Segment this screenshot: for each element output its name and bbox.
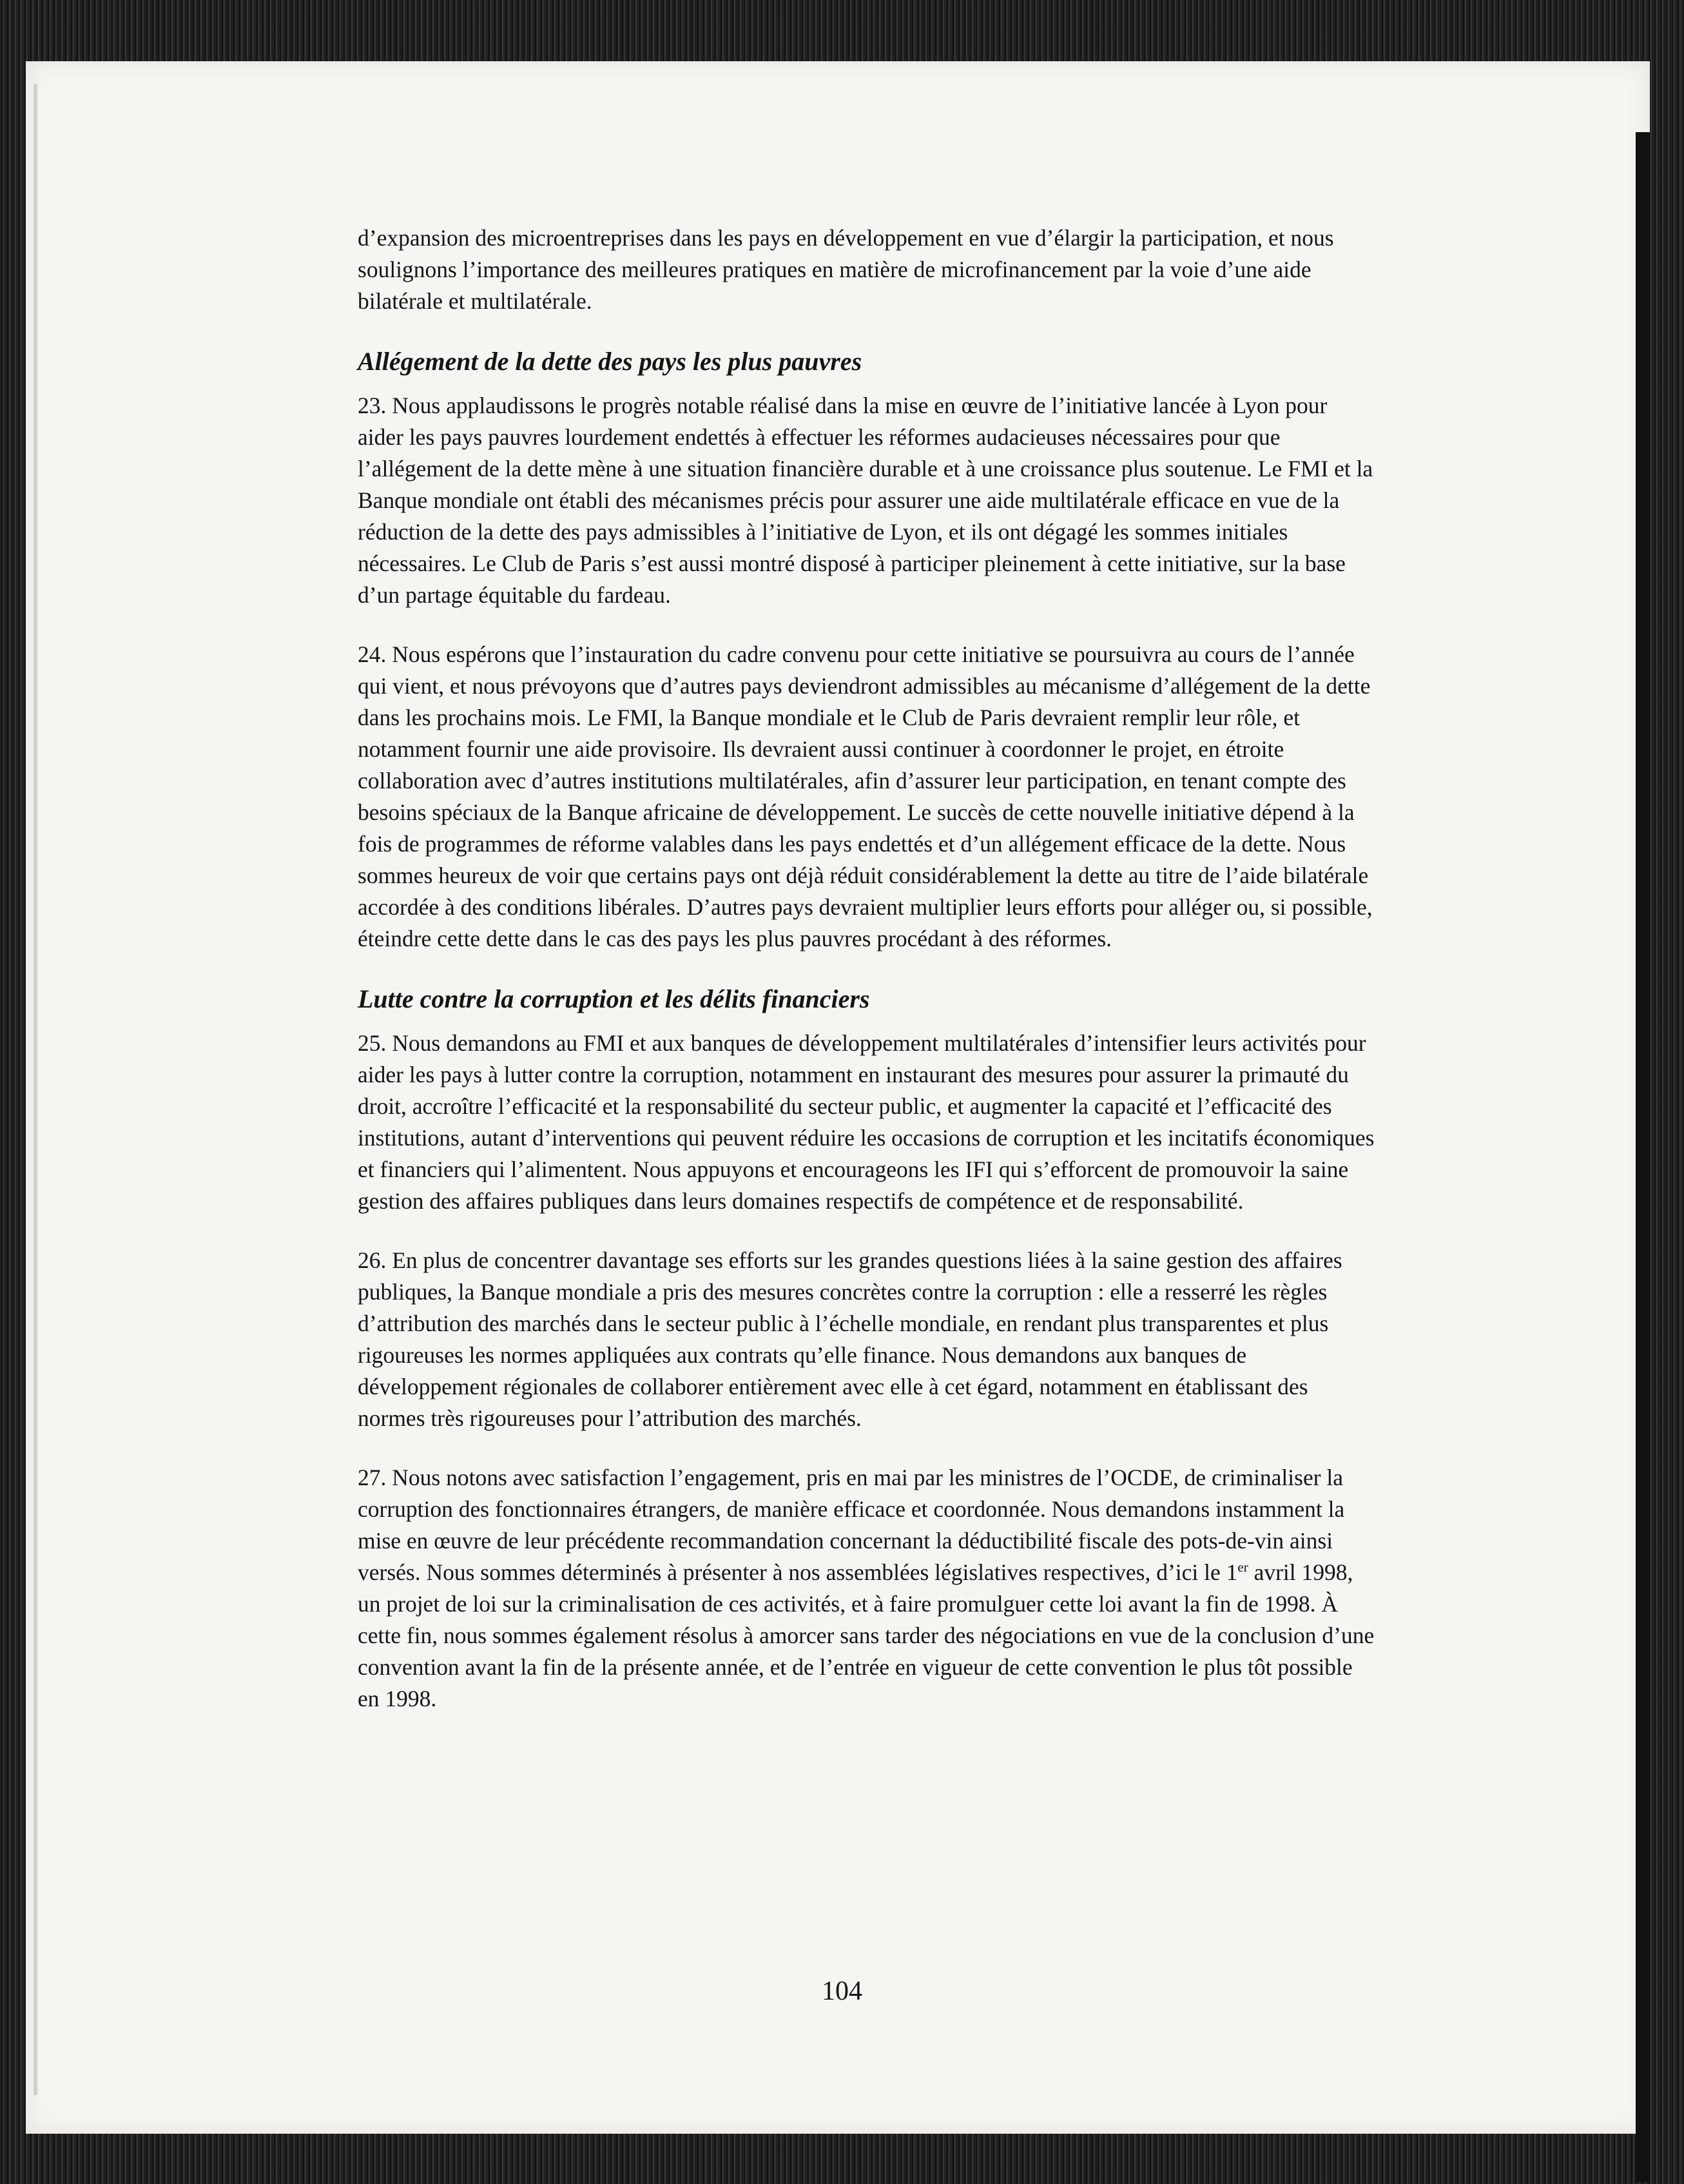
page-number: 104 [822,1976,862,2006]
paragraph-27-part-1: 27. Nous notons avec satisfaction l’engagement, pris en mai par les ministres de l’OCDE, de criminaliser la corruption des fonctionnaires étrangers, de manière efficace et coordonnée. Nous demandons instamment la mise en œuvre de leur précédente recommandation concernant la déductibilité fiscale des pots-de-vin ainsi versés. Nous sommes déterminés à présenter à nos assemblées législatives respectives, d’ici le 1 [358,1465,1345,1585]
heading-debt-relief: Allégement de la dette des pays les plus pauvres [358,347,862,376]
paragraph-27-part-2: avril 1998, un projet de loi sur la criminalisation de ces activités, et à faire promulguer cette loi avant la fin de 1998. À cette fin, nous sommes également résolus à amorcer sans tarder des négociations en vue de la conclusion d’une convention avant la fin de la présente année, et de l’entrée en vigueur de cette convention le plus tôt possible en 1998. [358,1559,1375,1711]
paragraph-24: 24. Nous espérons que l’instauration du cadre convenu pour cette initiative se poursuivra au cours de l’année qui vient, et nous prévoyons que d’autres pays deviendront admissibles au mécanisme d’allégement de la dette dans les prochains mois. Le FMI, la Banque mondiale et le Club de Paris devraient remplir leur rôle, et notamment fournir une aide provisoire. Ils devraient aussi continuer à coordonner le projet, en étroite collaboration avec d’autres institutions multilatérales, afin d’assurer leur participation, en tenant compte des besoins spéciaux de la Banque africaine de développement. Le succès de cette nouvelle initiative dépend à la fois de programmes de réforme valables dans les pays endettés et d’un allégement efficace de la dette. Nous sommes heureux de voir que certains pays ont déjà réduit considérablement la dette au titre de l’aide bilatérale accordée à des conditions libérales. D’autres pays devraient multiplier leurs efforts pour alléger ou, si possible, éteindre cette dette dans le cas des pays les plus pauvres procédant à des réformes. [358,641,1373,951]
paragraph-27 [358,1462,1376,1715]
paragraph-25: 25. Nous demandons au FMI et aux banques de développement multilatérales d’intensifier leurs activités pour aider les pays à lutter contre la corruption, notamment en instaurant des mesures pour assurer la primauté du droit, accroître l’efficacité et la responsabilité du secteur public, et augmenter la capacité et l’efficacité des institutions, autant d’interventions qui peuvent réduire les occasions de corruption et les incitatifs économiques et financiers qui l’alimentent. Nous appuyons et encourageons les IFI qui s’efforcent de promouvoir la saine gestion des affaires publiques dans leurs domaines respectifs de compétence et de responsabilité. [358,1030,1375,1214]
page-edge-shadow [1636,132,1650,2182]
heading-anti-corruption: Lutte contre la corruption et les délits financiers [358,984,870,1013]
ordinal-superscript: er [1237,1559,1248,1575]
paragraph-23: 23. Nous applaudissons le progrès notable réalisé dans la mise en œuvre de l’initiative lancée à Lyon pour aider les pays pauvres lourdement endettés à effectuer les réformes audacieuses nécessaires pour que l’allégement de la dette mène à une situation financière durable et à une croissance plus soutenue. Le FMI et la Banque mondiale ont établi des mécanismes précis pour assurer une aide multilatérale efficace en vue de la réduction de la dette des pays admissibles à l’initiative de Lyon, et ils ont dégagé les sommes initiales nécessaires. Le Club de Paris s’est aussi montré disposé à participer pleinement à cette initiative, sur la base d’un partage équitable du fardeau. [358,393,1373,608]
paragraph-26: 26. En plus de concentrer davantage ses efforts sur les grandes questions liées à la saine gestion des affaires publiques, la Banque mondiale a pris des mesures concrètes contre la corruption : elle a resserré les règles d’attribution des marchés dans le secteur public à l’échelle mondiale, en rendant plus transparentes et plus rigoureuses les normes appliquées aux contrats qu’elle finance. Nous demandons aux banques de développement régionales de collaborer entièrement avec elle à cet égard, notamment en établissant des normes très rigoureuses pour l’attribution des marchés. [358,1247,1342,1431]
binding-edge [34,84,37,2095]
document-body [358,222,1376,1742]
intro-paragraph: d’expansion des microentreprises dans les pays en développement en vue d’élargir la participation, et nous soulignons l’importance des meilleures pratiques en matière de microfinancement par la voie d’une aide bilatérale et multilatérale. [358,225,1334,314]
